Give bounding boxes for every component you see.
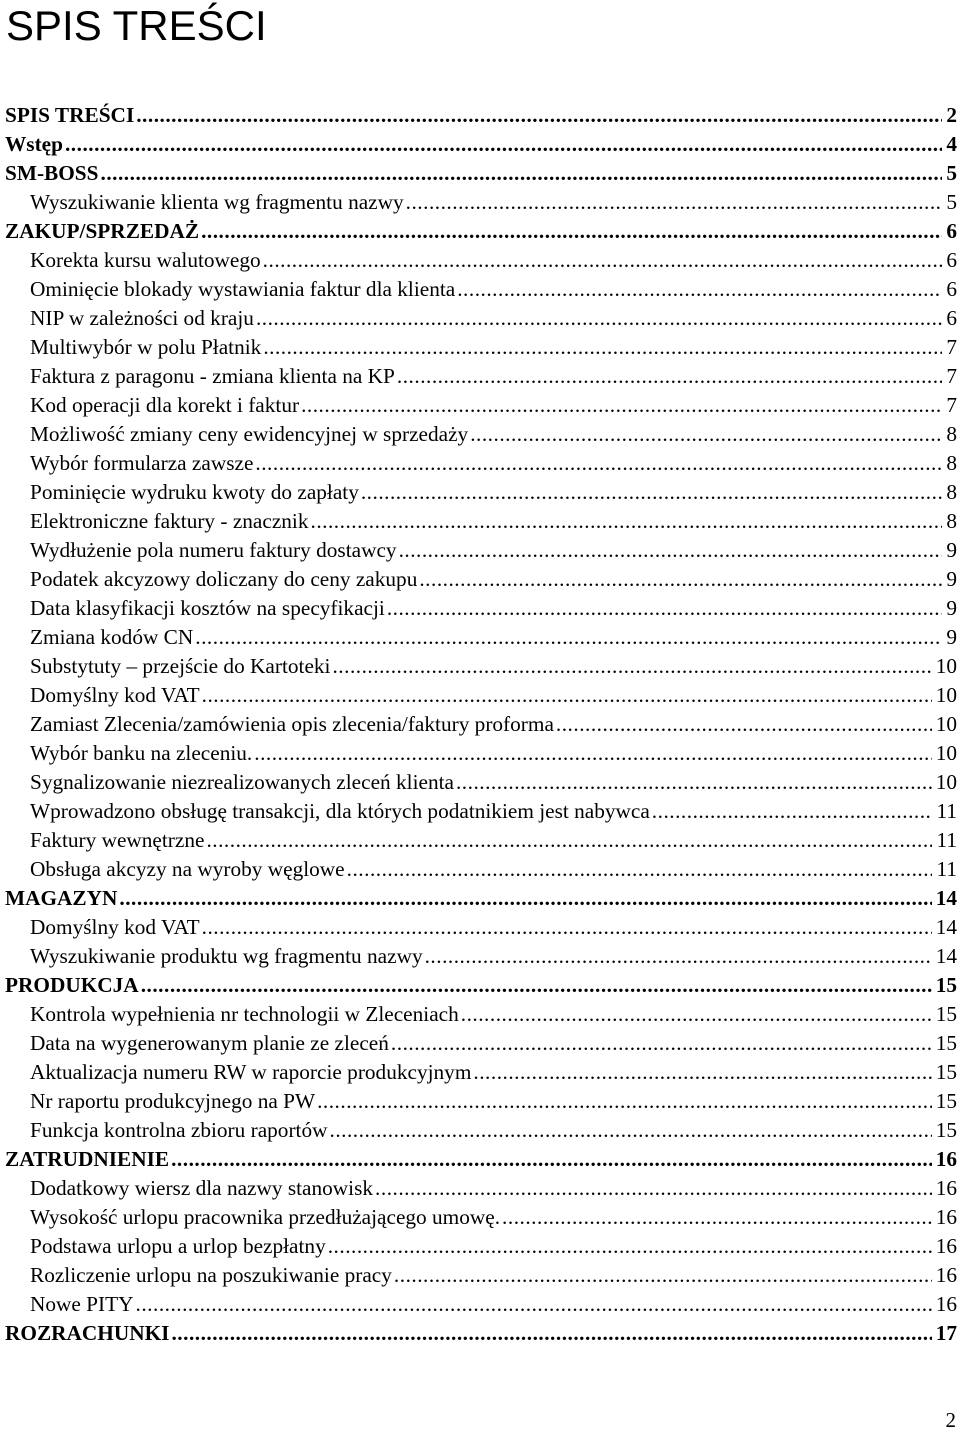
toc-section-entry[interactable] — [0, 217, 960, 246]
toc-subsection-entry[interactable] — [0, 826, 960, 855]
toc-dot-leader — [206, 826, 932, 855]
toc-dot-leader — [461, 1000, 932, 1029]
toc-entry-label: ZATRUDNIENIE — [5, 1147, 170, 1171]
toc-entry-label: Data na wygenerowanym planie ze zleceń — [30, 1031, 389, 1055]
toc-entry-page-number: 15 — [935, 973, 957, 997]
toc-subsection-entry[interactable] — [0, 623, 960, 652]
toc-subsection-entry[interactable] — [0, 681, 960, 710]
toc-entry-page-number: 9 — [946, 567, 957, 591]
toc-dot-leader — [255, 449, 942, 478]
toc-subsection-entry[interactable] — [0, 652, 960, 681]
toc-dot-leader — [136, 1290, 932, 1319]
toc-entry-label: Rozliczenie urlopu na poszukiwanie pracy — [30, 1263, 392, 1287]
toc-entry-label: Sygnalizowanie niezrealizowanych zleceń klienta — [30, 770, 454, 794]
toc-entry-label: Dodatkowy wiersz dla nazwy stanowisk — [30, 1176, 374, 1200]
toc-entry-label: Podatek akcyzowy doliczany do ceny zakupu — [30, 567, 418, 591]
toc-entry-page-number: 9 — [946, 538, 957, 562]
toc-dot-leader — [457, 275, 942, 304]
toc-entry-page-number: 5 — [946, 161, 957, 185]
toc-entry-label: Zmiana kodów CN — [30, 625, 194, 649]
toc-dot-leader — [119, 884, 931, 913]
toc-entry-label: Pominięcie wydruku kwoty do zapłaty — [30, 480, 359, 504]
toc-entry-page-number: 9 — [946, 596, 957, 620]
toc-subsection-entry[interactable] — [0, 188, 960, 217]
toc-section-entry[interactable] — [0, 159, 960, 188]
toc-dot-leader — [256, 304, 942, 333]
toc-entry-page-number: 14 — [935, 915, 957, 939]
toc-entry-page-number: 8 — [946, 422, 957, 446]
toc-dot-leader — [202, 913, 932, 942]
toc-entry-page-number: 6 — [946, 306, 957, 330]
toc-dot-leader — [201, 217, 942, 246]
toc-dot-leader — [470, 420, 942, 449]
page-number: 2 — [945, 1408, 956, 1432]
toc-dot-leader — [171, 1145, 932, 1174]
toc-subsection-entry[interactable] — [0, 1029, 960, 1058]
toc-entry-label: SPIS TREŚCI — [5, 103, 135, 127]
toc-entry-page-number: 15 — [935, 1089, 957, 1113]
toc-subsection-entry[interactable] — [0, 913, 960, 942]
toc-entry-label: Wydłużenie pola numeru faktury dostawcy — [30, 538, 397, 562]
toc-subsection-entry[interactable] — [0, 449, 960, 478]
toc-entry-label: Faktury wewnętrzne — [30, 828, 205, 852]
toc-subsection-entry[interactable] — [0, 507, 960, 536]
toc-entry-page-number: 10 — [935, 683, 957, 707]
toc-entry-label: Data klasyfikacji kosztów na specyfikacji — [30, 596, 385, 620]
toc-entry-page-number: 16 — [935, 1205, 957, 1229]
toc-entry-label: Faktura z paragonu - zmiana klienta na KP — [30, 364, 395, 388]
toc-entry-label: Funkcja kontrolna zbioru raportów — [30, 1118, 328, 1142]
toc-entry-page-number: 8 — [946, 451, 957, 475]
toc-subsection-entry[interactable] — [0, 942, 960, 971]
toc-entry-label: Podstawa urlopu a urlop bezpłatny — [30, 1234, 326, 1258]
toc-entry-label: Substytuty – przejście do Kartoteki — [30, 654, 331, 678]
toc-section-entry[interactable] — [0, 884, 960, 913]
toc-entry-label: Aktualizacja numeru RW w raporcie produkcyjnym — [30, 1060, 472, 1084]
toc-entry-label: Zamiast Zlecenia/zamówienia opis zlecenia/faktury proforma — [30, 712, 554, 736]
toc-entry-page-number: 6 — [946, 219, 957, 243]
toc-subsection-entry[interactable] — [0, 768, 960, 797]
toc-entry-page-number: 17 — [935, 1321, 957, 1345]
toc-entry-label: Nowe PITY — [30, 1292, 134, 1316]
toc-entry-label: MAGAZYN — [5, 886, 118, 910]
toc-dot-leader — [202, 681, 932, 710]
toc-entry-page-number: 16 — [935, 1263, 957, 1287]
toc-dot-leader — [141, 971, 932, 1000]
toc-entry-page-number: 5 — [946, 190, 957, 214]
toc-entry-label: Wyszukiwanie klienta wg fragmentu nazwy — [30, 190, 404, 214]
toc-entry-label: Wysokość urlopu pracownika przedłużającego umowę. — [30, 1205, 501, 1229]
toc-dot-leader — [263, 333, 942, 362]
toc-entry-label: ZAKUP/SPRZEDAŻ — [5, 219, 200, 243]
toc-entry-page-number: 2 — [946, 103, 957, 127]
toc-entry-page-number: 16 — [935, 1234, 957, 1258]
toc-dot-leader — [195, 623, 942, 652]
toc-subsection-entry[interactable] — [0, 1087, 960, 1116]
toc-entry-label: SM-BOSS — [5, 161, 99, 185]
toc-subsection-entry[interactable] — [0, 420, 960, 449]
toc-entry-page-number: 10 — [935, 654, 957, 678]
toc-dot-leader — [419, 565, 942, 594]
toc-entry-page-number: 7 — [946, 335, 957, 359]
toc-subsection-entry[interactable] — [0, 594, 960, 623]
toc-entry-page-number: 6 — [946, 248, 957, 272]
toc-section-entry[interactable] — [0, 130, 960, 159]
toc-entry-page-number: 7 — [946, 393, 957, 417]
toc-entry-page-number: 11 — [936, 857, 957, 881]
toc-dot-leader — [136, 101, 942, 130]
toc-dot-leader — [425, 942, 932, 971]
toc-subsection-entry[interactable] — [0, 478, 960, 507]
toc-entry-label: Kod operacji dla korekt i faktur — [30, 393, 300, 417]
toc-subsection-entry[interactable] — [0, 1261, 960, 1290]
toc-dot-leader — [347, 855, 933, 884]
toc-entry-page-number: 4 — [946, 132, 957, 156]
toc-subsection-entry[interactable] — [0, 536, 960, 565]
toc-entry-page-number: 14 — [935, 944, 957, 968]
toc-dot-leader — [330, 1116, 932, 1145]
toc-dot-leader — [101, 159, 943, 188]
toc-subsection-entry[interactable] — [0, 1290, 960, 1319]
toc-section-entry[interactable] — [0, 1145, 960, 1174]
toc-subsection-entry[interactable] — [0, 304, 960, 333]
toc-subsection-entry[interactable] — [0, 1058, 960, 1087]
toc-subsection-entry[interactable] — [0, 855, 960, 884]
toc-entry-page-number: 16 — [935, 1147, 957, 1171]
toc-dot-leader — [406, 188, 943, 217]
toc-subsection-entry[interactable] — [0, 1203, 960, 1232]
toc-subsection-entry[interactable] — [0, 1174, 960, 1203]
toc-subsection-entry[interactable] — [0, 1232, 960, 1261]
toc-entry-label: ROZRACHUNKI — [5, 1321, 170, 1345]
toc-dot-leader — [394, 1261, 932, 1290]
toc-dot-leader — [375, 1174, 932, 1203]
toc-entry-page-number: 16 — [935, 1176, 957, 1200]
toc-subsection-entry[interactable] — [0, 275, 960, 304]
toc-dot-leader — [502, 1203, 932, 1232]
toc-entry-label: NIP w zależności od kraju — [30, 306, 254, 330]
toc-entry-page-number: 11 — [936, 828, 957, 852]
toc-dot-leader — [397, 362, 942, 391]
toc-dot-leader — [391, 1029, 932, 1058]
toc-dot-leader — [254, 739, 931, 768]
toc-entry-label: Domyślny kod VAT — [30, 683, 200, 707]
toc-dot-leader — [317, 1087, 932, 1116]
toc-dot-leader — [473, 1058, 931, 1087]
toc-entry-label: Wprowadzono obsługę transakcji, dla których podatnikiem jest nabywca — [30, 799, 650, 823]
toc-dot-leader — [171, 1319, 931, 1348]
toc-dot-leader — [311, 507, 943, 536]
toc-dot-leader — [301, 391, 942, 420]
toc-dot-leader — [65, 130, 942, 159]
toc-entry-label: Korekta kursu walutowego — [30, 248, 261, 272]
toc-entry-label: Multiwybór w polu Płatnik — [30, 335, 262, 359]
toc-entry-page-number: 9 — [946, 625, 957, 649]
toc-entry-label: Wstęp — [5, 132, 63, 156]
toc-section-entry[interactable] — [0, 101, 960, 130]
toc-entry-page-number: 8 — [946, 509, 957, 533]
toc-entry-page-number: 15 — [935, 1118, 957, 1142]
toc-entry-label: Kontrola wypełnienia nr technologii w Zleceniach — [30, 1002, 459, 1026]
toc-section-entry[interactable] — [0, 1319, 960, 1348]
toc-entry-page-number: 15 — [935, 1031, 957, 1055]
toc-dot-leader — [361, 478, 942, 507]
toc-entry-page-number: 10 — [935, 770, 957, 794]
toc-dot-leader — [328, 1232, 932, 1261]
toc-dot-leader — [332, 652, 931, 681]
toc-entry-label: Wyszukiwanie produktu wg fragmentu nazwy — [30, 944, 423, 968]
toc-dot-leader — [399, 536, 943, 565]
toc-entry-page-number: 10 — [935, 712, 957, 736]
toc-subsection-entry[interactable] — [0, 739, 960, 768]
toc-section-entry[interactable] — [0, 971, 960, 1000]
table-of-contents — [0, 101, 960, 1348]
toc-dot-leader — [652, 797, 933, 826]
toc-entry-page-number: 10 — [935, 741, 957, 765]
toc-entry-page-number: 6 — [946, 277, 957, 301]
toc-entry-page-number: 11 — [936, 799, 957, 823]
toc-entry-label: Ominięcie blokady wystawiania faktur dla klienta — [30, 277, 456, 301]
toc-entry-page-number: 15 — [935, 1060, 957, 1084]
toc-entry-label: Wybór formularza zawsze — [30, 451, 254, 475]
toc-subsection-entry[interactable] — [0, 1116, 960, 1145]
toc-dot-leader — [263, 246, 943, 275]
toc-subsection-entry[interactable] — [0, 565, 960, 594]
toc-dot-leader — [556, 710, 932, 739]
page-title: SPIS TREŚCI — [6, 2, 267, 49]
toc-entry-label: Domyślny kod VAT — [30, 915, 200, 939]
toc-entry-page-number: 16 — [935, 1292, 957, 1316]
toc-entry-label: Możliwość zmiany ceny ewidencyjnej w sprzedaży — [30, 422, 469, 446]
toc-entry-page-number: 14 — [935, 886, 957, 910]
toc-subsection-entry[interactable] — [0, 797, 960, 826]
toc-entry-page-number: 7 — [946, 364, 957, 388]
toc-subsection-entry[interactable] — [0, 391, 960, 420]
toc-subsection-entry[interactable] — [0, 246, 960, 275]
toc-entry-label: Elektroniczne faktury - znacznik — [30, 509, 309, 533]
toc-entry-page-number: 8 — [946, 480, 957, 504]
toc-subsection-entry[interactable] — [0, 333, 960, 362]
toc-entry-label: Wybór banku na zleceniu. — [30, 741, 253, 765]
toc-subsection-entry[interactable] — [0, 362, 960, 391]
toc-subsection-entry[interactable] — [0, 710, 960, 739]
toc-entry-page-number: 15 — [935, 1002, 957, 1026]
toc-subsection-entry[interactable] — [0, 1000, 960, 1029]
toc-entry-label: Obsługa akcyzy na wyroby węglowe — [30, 857, 345, 881]
toc-dot-leader — [456, 768, 932, 797]
toc-dot-leader — [387, 594, 943, 623]
toc-entry-label: Nr raportu produkcyjnego na PW — [30, 1089, 316, 1113]
toc-entry-label: PRODUKCJA — [5, 973, 139, 997]
